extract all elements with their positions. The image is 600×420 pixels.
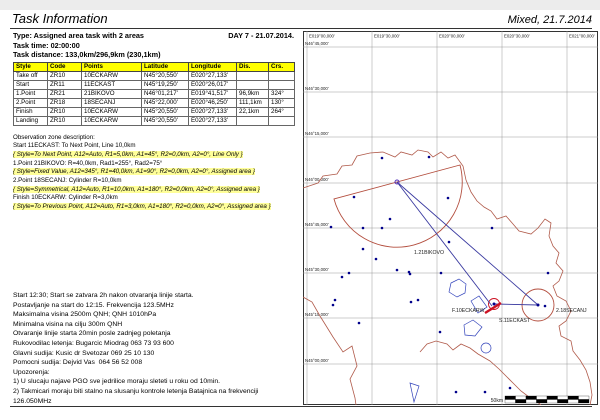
observation-text: 1.Point 21BIKOVO: R=40,0km, Rad1=255°, Rad2=75°: [13, 159, 163, 167]
page-title: Task Information: [12, 11, 108, 26]
table-cell: 10ECKARW: [82, 71, 142, 80]
scale-bar-cell: [505, 400, 516, 404]
table-cell: ZR11: [48, 80, 82, 89]
note-line: Otvaranje linije starta 20min posle zadnjeg poletanja: [13, 330, 171, 338]
table-row: [14, 107, 295, 116]
waypoint-dot: [396, 269, 399, 272]
waypoint-label: 2.18SECANJ: [556, 308, 587, 314]
longitude-label: E020°30,000': [504, 33, 530, 39]
table-cell: ZR21: [48, 89, 82, 98]
column-header: Longitude: [189, 62, 237, 71]
table-cell: [269, 80, 295, 89]
table-cell: Take off: [14, 71, 48, 80]
waypoint-dot: [547, 272, 550, 275]
waypoint-dot: [362, 248, 365, 251]
longitude-label: E019°30,000': [374, 33, 400, 39]
table-row: [14, 71, 295, 80]
header-rule: [10, 28, 592, 29]
waypoint-dot: [375, 258, 378, 261]
waypoint-label: F.10ECKARW: [452, 308, 485, 314]
table-cell: N45°20,550': [142, 116, 189, 125]
waypoint-dot: [447, 197, 450, 200]
table-cell: E020°27,133': [189, 71, 237, 80]
scale-bar-cell: [547, 396, 558, 400]
scale-bar-cell: [568, 400, 579, 404]
observation-text: { Style=To Next Point, A12=Auto, R1=5,0km, A1=45°, R2=0,0km, A2=0°, Line Only }: [13, 150, 243, 158]
latitude-label: N45°00,000': [305, 358, 329, 363]
scale-bar-cell: [568, 396, 579, 400]
note-line: 2) Takmicari moraju biti stalno na slusanju kontrole letenja Batajnica na frekvenciji: [13, 387, 259, 395]
secanj-waypoint-marker: [537, 304, 540, 307]
table-cell: 130°: [269, 98, 295, 107]
scale-bar-cell: [537, 400, 548, 404]
table-cell: 21BIKOVO: [82, 89, 142, 98]
scale-bar-cell: [558, 400, 569, 404]
scale-bar-cell: [526, 400, 537, 404]
scale-bar-cell: [547, 400, 558, 404]
table-cell: E020°27,133': [189, 116, 237, 125]
table-cell: [269, 116, 295, 125]
note-line: Postavljanje na start do 12:15. Frekvencija 123.5MHz: [13, 301, 174, 309]
table-cell: 2.Point: [14, 98, 48, 107]
column-header: Points: [82, 62, 142, 71]
observation-line: [13, 194, 294, 203]
table-cell: 22,1km: [237, 107, 269, 116]
waypoint-dot: [509, 387, 512, 390]
waypoint-dot: [381, 157, 384, 160]
table-cell: E020°46,250': [189, 98, 237, 107]
table-cell: E020°27,133': [189, 107, 237, 116]
scale-bar-cell: [579, 396, 590, 400]
table-cell: N45°22,000': [142, 98, 189, 107]
waypoint-dot: [544, 305, 547, 308]
table-cell: ZR10: [48, 116, 82, 125]
waypoint-dot: [408, 271, 411, 274]
table-cell: N45°20,550': [142, 71, 189, 80]
meta-row: [13, 31, 294, 41]
column-header: Crs.: [269, 62, 295, 71]
table-cell: 10ECKARW: [82, 116, 142, 125]
waypoint-dot: [417, 299, 420, 302]
observation-line: [13, 203, 294, 212]
scale-bar-cell: [505, 396, 516, 400]
observation-line: [13, 186, 294, 195]
table-cell: [269, 71, 295, 80]
waypoint-dot: [484, 391, 487, 394]
waypoint-dot: [439, 331, 442, 334]
observation-line: [13, 160, 294, 169]
waypoint-dot: [448, 241, 451, 244]
waypoint-label: S.11ECKAST: [499, 318, 531, 324]
page-header: [12, 11, 592, 26]
observation-line: [13, 151, 294, 160]
note-line: Upozorenja:: [13, 368, 50, 376]
observation-line: [13, 177, 294, 186]
observation-line: [13, 142, 294, 151]
observation-line: [13, 168, 294, 177]
table-row: [14, 116, 295, 125]
waypoint-dot: [334, 299, 337, 302]
waypoint-dot: [428, 156, 431, 159]
waypoint-dot: [389, 218, 392, 221]
table-cell: [237, 71, 269, 80]
observation-text: { Style=Symmetrical, A12=Auto, R1=10,0km, A1=180°, R2=0,0km, A2=0°, Assigned area }: [13, 185, 260, 193]
waypoint-dot: [381, 227, 384, 230]
finish-waypoint-marker: [493, 303, 496, 306]
table-cell: E019°41,517': [189, 89, 237, 98]
latitude-label: N46°00,000': [305, 177, 329, 182]
task-details-column: [13, 31, 294, 212]
observation-text: { Style=To Previous Point, A12=Auto, R1=3,0km, A1=180°, R2=0,0km, A2=0°, Assigned area }: [13, 203, 271, 211]
observation-text: Finish 10ECKARW: Cylinder R=3,0km: [13, 194, 118, 202]
waypoint-dot: [410, 301, 413, 304]
observation-text: Start 11ECKAST: To Next Point, Line 10,0km: [13, 142, 136, 150]
column-header: Code: [48, 62, 82, 71]
waypoint-dot: [332, 304, 335, 307]
table-cell: N45°19,250': [142, 80, 189, 89]
observation-text: 2.Point 18SECANJ: Cylinder R=10,0km: [13, 177, 122, 185]
waypoint-dot: [455, 391, 458, 394]
task-distance: Task distance: 133,0km/296,9km (230,1km): [13, 50, 161, 59]
table-row: [14, 98, 295, 107]
table-cell: N46°01,217': [142, 89, 189, 98]
note-line: 1) U slucaju najave PGO sve jedrilice moraju sleteti u roku od 10min.: [13, 378, 221, 386]
scale-bar-cell: [537, 396, 548, 400]
table-cell: 18SECANJ: [82, 98, 142, 107]
table-cell: 11ECKAST: [82, 80, 142, 89]
longitude-label: E021°00,000': [569, 33, 595, 39]
map-svg: [303, 31, 598, 405]
table-cell: ZR18: [48, 98, 82, 107]
task-map: [303, 31, 598, 405]
latitude-label: N46°15,000': [305, 131, 329, 136]
table-cell: [237, 116, 269, 125]
scale-bar-cell: [516, 400, 527, 404]
table-cell: [237, 80, 269, 89]
table-body: [14, 71, 295, 125]
table-cell: 1.Point: [14, 89, 48, 98]
task-type: Type: Assigned area task with 2 areas: [13, 31, 144, 40]
table-cell: Start: [14, 80, 48, 89]
window-top-strip: [0, 0, 600, 10]
table-cell: 111,1km: [237, 98, 269, 107]
note-line: Rukovodilac letenja: Bugarcic Miodrag 063 73 93 600: [13, 339, 174, 347]
table-cell: Finish: [14, 107, 48, 116]
waypoint-label: 1.21BIKOVO: [414, 250, 444, 256]
note-line: Maksimalna visina 2500m QNH; QNH 1010hPa: [13, 311, 157, 319]
latitude-label: N45°45,000': [305, 222, 329, 227]
table-row: [14, 89, 295, 98]
task-time: Task time: 02:00:00: [13, 40, 80, 50]
waypoint-dot: [491, 227, 494, 230]
longitude-label: E020°00,000': [439, 33, 465, 39]
table-cell: ZR10: [48, 107, 82, 116]
table-cell: 10ECKARW: [82, 107, 142, 116]
footer-rule: [10, 406, 592, 407]
waypoint-dot: [358, 322, 361, 325]
waypoint-dot: [353, 196, 356, 199]
table-cell: N45°20,550': [142, 107, 189, 116]
table-cell: 324°: [269, 89, 295, 98]
scale-bar-label: 50km: [490, 398, 503, 404]
table-cell: 96,9km: [237, 89, 269, 98]
note-line: Minimalna visina na cilju 300m QNH: [13, 320, 123, 328]
table-cell: 264°: [269, 107, 295, 116]
waypoint-dot: [440, 272, 443, 275]
observation-text: { Style=Fixed Value, A12=345°, R1=40,0km, A1=90°, R2=0,0km, A2=0°, Assigned area }: [13, 168, 255, 176]
note-line: Start 12:30; Start se zatvara 2h nakon otvaranja linije starta.: [13, 292, 194, 299]
header-date: Mixed, 21.7.2014: [507, 14, 592, 26]
waypoint-dot: [362, 227, 365, 230]
latitude-label: N46°30,000': [305, 86, 329, 91]
column-header: Dis.: [237, 62, 269, 71]
scale-bar-cell: [579, 400, 590, 404]
task-day: DAY 7 - 21.07.2014.: [228, 31, 294, 40]
scale-bar-cell: [558, 396, 569, 400]
observation-heading: Observation zone description:: [13, 133, 95, 141]
note-line: Pomocni sudija: Dejvid Vas 064 56 52 008: [13, 359, 143, 367]
table-cell: ZR10: [48, 71, 82, 80]
observation-zone-section: [13, 134, 294, 212]
note-line: 126.050MHz: [13, 397, 52, 405]
competition-notes: [13, 291, 303, 406]
waypoint-dot: [348, 272, 351, 275]
waypoint-table: [13, 62, 295, 126]
table-cell: Landing: [14, 116, 48, 125]
latitude-label: N46°45,000': [305, 41, 329, 46]
note-line: Glavni sudija: Kusic dr Svetozar 069 25 10 130: [13, 349, 155, 357]
column-header: Latitude: [142, 62, 189, 71]
latitude-label: N45°30,000': [305, 267, 329, 272]
scale-bar-cell: [526, 396, 537, 400]
column-header: Style: [14, 62, 48, 71]
table-row: [14, 80, 295, 89]
table-header-row: [14, 62, 295, 71]
table-cell: E020°26,017': [189, 80, 237, 89]
scale-bar-cell: [516, 396, 527, 400]
longitude-label: E019°00,000': [309, 33, 335, 39]
waypoint-dot: [341, 276, 344, 279]
waypoint-dot: [330, 226, 333, 229]
latitude-label: N45°15,000': [305, 312, 329, 317]
